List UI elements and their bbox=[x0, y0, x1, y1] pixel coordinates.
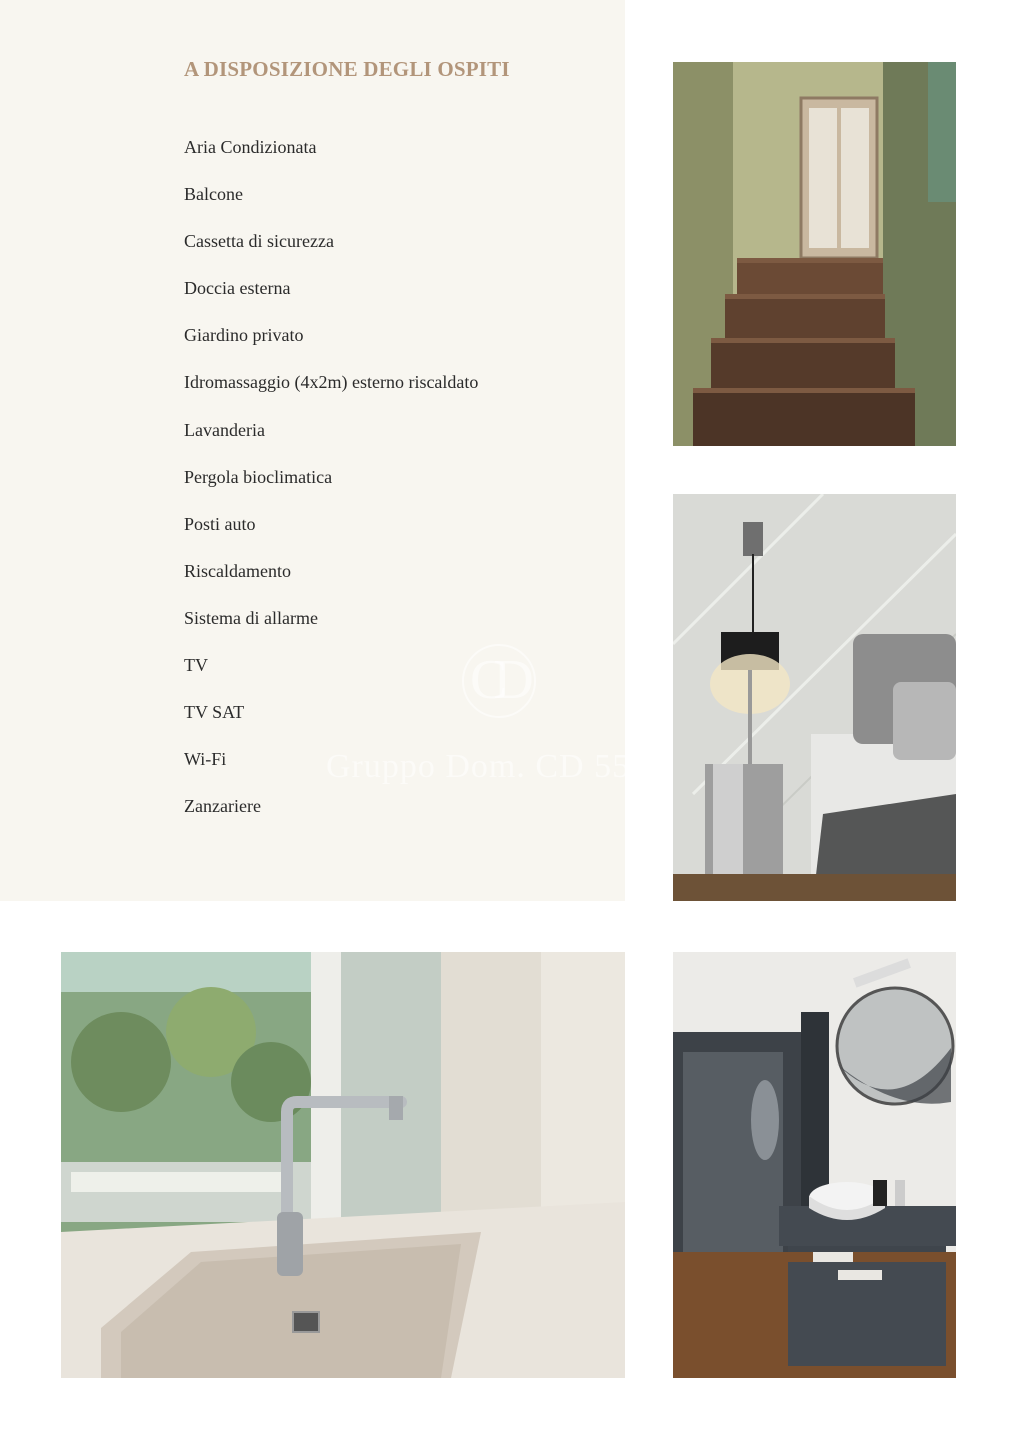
list-item: TV bbox=[184, 655, 208, 676]
section-title: A DISPOSIZIONE DEGLI OSPITI bbox=[184, 57, 510, 81]
list-item: Wi-Fi bbox=[184, 749, 227, 770]
amenities-list bbox=[184, 135, 478, 841]
bedroom-photo bbox=[673, 494, 956, 901]
list-item: Pergola bioclimatica bbox=[184, 466, 333, 487]
list-item: Doccia esterna bbox=[184, 278, 291, 299]
list-item: Balcone bbox=[184, 184, 243, 205]
list-item: Cassetta di sicurezza bbox=[184, 231, 334, 252]
list-item: Riscaldamento bbox=[184, 560, 291, 581]
list-item: Aria Condizionata bbox=[184, 137, 317, 157]
watermark-text: Gruppo Dom. CD 55 bbox=[326, 748, 631, 785]
list-item: Lavanderia bbox=[184, 419, 265, 440]
list-item: Giardino privato bbox=[184, 325, 304, 346]
list-item: Zanzariere bbox=[184, 796, 261, 817]
kitchen-sink-photo bbox=[61, 952, 625, 1378]
list-item: Sistema di allarme bbox=[184, 607, 318, 628]
list-item: Idromassaggio (4x2m) esterno riscaldato bbox=[184, 372, 479, 393]
list-item: Posti auto bbox=[184, 513, 256, 534]
bathroom-photo bbox=[673, 952, 956, 1378]
watermark-logo-letters: CD bbox=[470, 649, 520, 711]
list-item: TV SAT bbox=[184, 702, 245, 723]
staircase-photo bbox=[673, 62, 956, 446]
amenities-panel bbox=[0, 0, 625, 901]
